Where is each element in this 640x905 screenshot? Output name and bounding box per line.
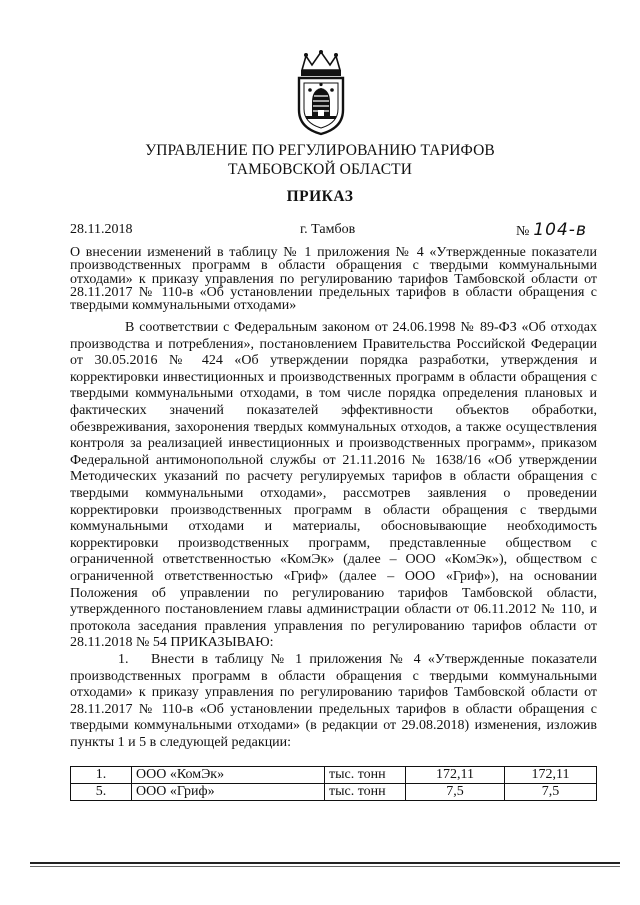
- footer-divider: [30, 862, 620, 864]
- organization-title-line2: ТАМБОВСКОЙ ОБЛАСТИ: [228, 161, 412, 178]
- order-date: 28.11.2018: [70, 222, 133, 237]
- table-row: [71, 767, 597, 784]
- table-cell-unit: тыс. тонн: [325, 767, 406, 784]
- organization-title-line1: УПРАВЛЕНИЕ ПО РЕГУЛИРОВАНИЮ ТАРИФОВ: [145, 142, 495, 159]
- table-cell-value-1: 7,5: [406, 784, 505, 801]
- table-cell-value-2: 7,5: [505, 784, 597, 801]
- order-item-text: Внести в таблицу № 1 приложения № 4 «Утвержденные показатели производственных программ в области обращения с твердыми коммунальными отходами» к приказу управления по регулированию тарифов Тамбовской области от 28.11.2017 № 110-в «Об установлении предельных тарифов в области обращения с твердыми коммунальными отходами» (в редакции от 29.08.2018) изменения, изложив пункты 1 и 5 в следующей редакции:: [70, 652, 597, 750]
- table-cell-value-1: 172,11: [406, 767, 505, 784]
- coat-of-arms-emblem: [290, 50, 352, 136]
- order-item-1: [70, 652, 597, 752]
- table-cell-unit: тыс. тонн: [325, 784, 406, 801]
- table-cell-organization: ООО «КомЭк»: [132, 767, 325, 784]
- table-cell-organization: ООО «Гриф»: [132, 784, 325, 801]
- footer-divider-thin: [30, 866, 620, 867]
- order-subject: О внесении изменений в таблицу № 1 приложения № 4 «Утвержденные показатели производственных программ в области обращения с твердыми коммунальными отходами» к приказу управления по регулированию тарифов Тамбовской области от 28.11.2017 № 110-в «Об установлении предельных тарифов в области обращения с твердыми коммунальными отходами»: [70, 245, 597, 314]
- table-cell-value-2: 172,11: [505, 767, 597, 784]
- order-number-handwritten: 104-в: [533, 220, 587, 240]
- order-number-prefix: №: [516, 224, 530, 239]
- table-cell-number: 1.: [71, 767, 132, 784]
- order-item-number: 1.: [118, 652, 129, 667]
- table-row: [71, 784, 597, 801]
- document-type-heading: ПРИКАЗ: [286, 188, 354, 205]
- order-number: [516, 222, 587, 240]
- indicators-table: [70, 766, 597, 801]
- table-cell-number: 5.: [71, 784, 132, 801]
- order-city: г. Тамбов: [300, 222, 356, 237]
- order-preamble: В соответствии с Федеральным законом от 24.06.1998 № 89-ФЗ «Об отходах производства и потребления», постановлением Правительства Российской Федерации от 30.05.2016 № 424 «Об утверждении порядка разработки, утверждения и корректировки инвестиционных и производственных программ в области обращения с твердыми коммунальными отходами, в том числе порядка определения плановых и фактических значений показателей эффективности объектов обработки, обезвреживания, захоронения твердых коммунальных отходов, а также осуществления контроля за реализацией инвестиционных и производственных программ», приказом Федеральной антимонопольной службы от 21.11.2016 № 1638/16 «Об утверждении Методических указаний по расчету регулируемых тарифов в области обращения с твердыми коммунальными отходами», рассмотрев заявления о проведении корректировки производственных программ в области обращения с твердыми коммунальными отходами и материалы, обосновывающие необходимость корректировки производственных программ, представленные обществом с ограниченной ответственностью «КомЭк» (далее – ООО «КомЭк»), обществом с ограниченной ответственностью «Гриф» (далее – ООО «Гриф»), на основании Положения об управлении по регулированию тарифов Тамбовской области, утвержденного постановлением главы администрации области от 06.11.2012 № 110, и протокола заседания правления управления по регулированию тарифов области от 28.11.2018 № 54 ПРИКАЗЫВАЮ:: [70, 320, 597, 651]
